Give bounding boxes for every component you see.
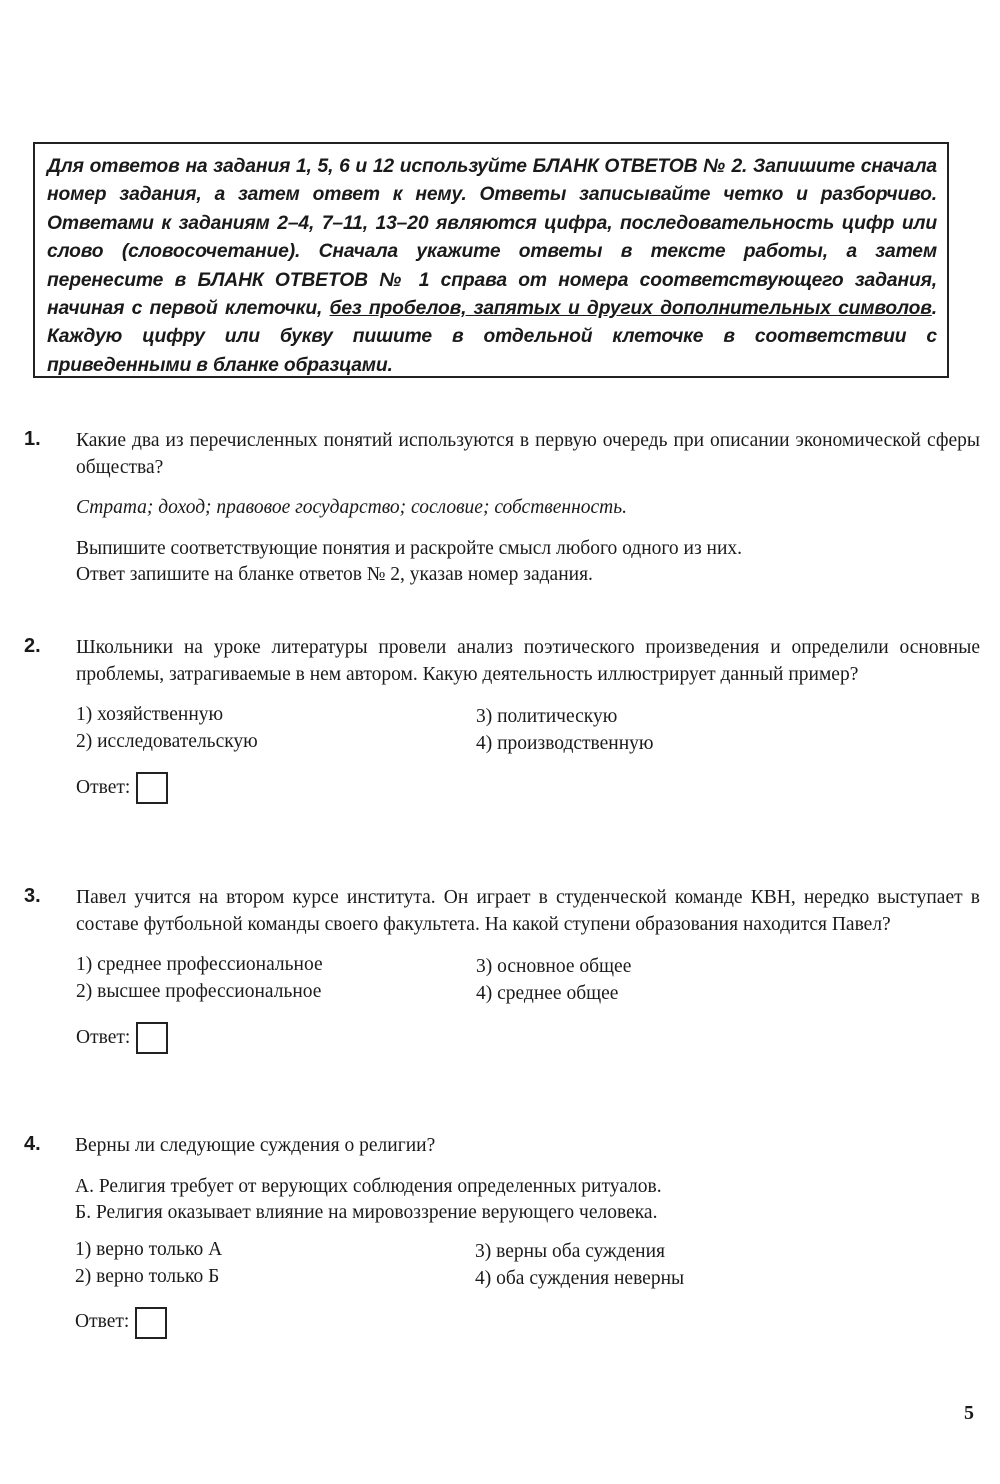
task-directive: Ответ запишите на бланке ответов № 2, указав номер задания. [76, 564, 593, 585]
statement-b: Б. Религия оказывает влияние на мировоззрение верующего человека. [75, 1202, 658, 1223]
option-2: 2) верно только Б [75, 1265, 220, 1287]
instructions-text-end: . Каждую цифру или букву пишите в отдельной клеточке в соответствии с приведенными в бланке образцами. [47, 298, 937, 376]
task-options [75, 1237, 979, 1293]
option-4: 4) оба суждения неверны [475, 1267, 685, 1289]
task-question: Верны ли следующие суждения о религии? [75, 1135, 436, 1156]
task-number: 3. [24, 885, 41, 907]
option-1: 1) среднее профессиональное [76, 954, 323, 975]
option-1: 1) хозяйственную [76, 704, 224, 725]
answer-box[interactable] [136, 1022, 168, 1054]
task-number: 1. [24, 428, 41, 450]
task-directive: Выпишите соответствующие понятия и раскройте смысл любого одного из них. [76, 537, 743, 559]
option-1: 1) верно только А [75, 1238, 223, 1260]
option-2: 2) высшее профессиональное [76, 981, 322, 1002]
statement-a: А. Религия требует от верующих соблюдения определенных ритуалов. [75, 1175, 662, 1197]
option-2: 2) исследовательскую [76, 731, 258, 752]
answer-row [75, 1307, 979, 1339]
task-question: Школьники на уроке литературы провели анализ поэтического произведения и определили основные проблемы, затрагиваемые в нем автором. Какую деятельность иллюстрирует данный пример? [76, 637, 980, 685]
task-question: Павел учится на втором курсе института. Он играет в студенческой команде КВН, нередко выступает в составе футбольной команды своего факультета. На какой ступени образования находится Павел? [76, 887, 980, 935]
answer-label: Ответ: [76, 1026, 131, 1048]
option-3: 3) политическую [476, 706, 618, 727]
answer-box[interactable] [136, 772, 168, 804]
option-4: 4) среднее общее [476, 983, 619, 1004]
answer-row [76, 772, 980, 804]
instructions-box [33, 142, 949, 378]
task-number: 4. [24, 1133, 41, 1155]
option-3: 3) основное общее [476, 956, 632, 977]
option-4: 4) производственную [476, 733, 654, 754]
answer-label: Ответ: [75, 1311, 130, 1333]
task-question: Какие два из перечисленных понятий используются в первую очередь при описании экономической сферы общества? [76, 430, 980, 478]
answer-box[interactable] [135, 1307, 167, 1339]
answer-label: Ответ: [76, 776, 131, 798]
task-options [76, 702, 980, 758]
instructions-underlined: без пробелов, запятых и других дополнительных символов [329, 298, 932, 320]
option-3: 3) верны оба суждения [475, 1240, 666, 1262]
answer-row [76, 1022, 980, 1054]
instructions-text: Для ответов на задания 1, 5, 6 и 12 используйте БЛАНК ОТВЕТОВ № 2. Запишите сначала номер задания, а затем ответ к нему. Ответы записывайте четко и разборчиво. Ответами к заданиям 2–4, 7–11, 13–20 являются цифра, последовательность цифр или слово (словосочетание). Сначала укажите ответы в тексте работы, а затем перенесите в БЛАНК ОТВЕТОВ № 1 справа от номера соответствующего задания, начиная с первой клеточки, [47, 156, 937, 320]
task-options [76, 952, 980, 1008]
task-number: 2. [24, 635, 41, 657]
page-number: 5 [964, 1402, 974, 1424]
task-terms: Страта; доход; правовое государство; сословие; собственность. [76, 497, 627, 518]
